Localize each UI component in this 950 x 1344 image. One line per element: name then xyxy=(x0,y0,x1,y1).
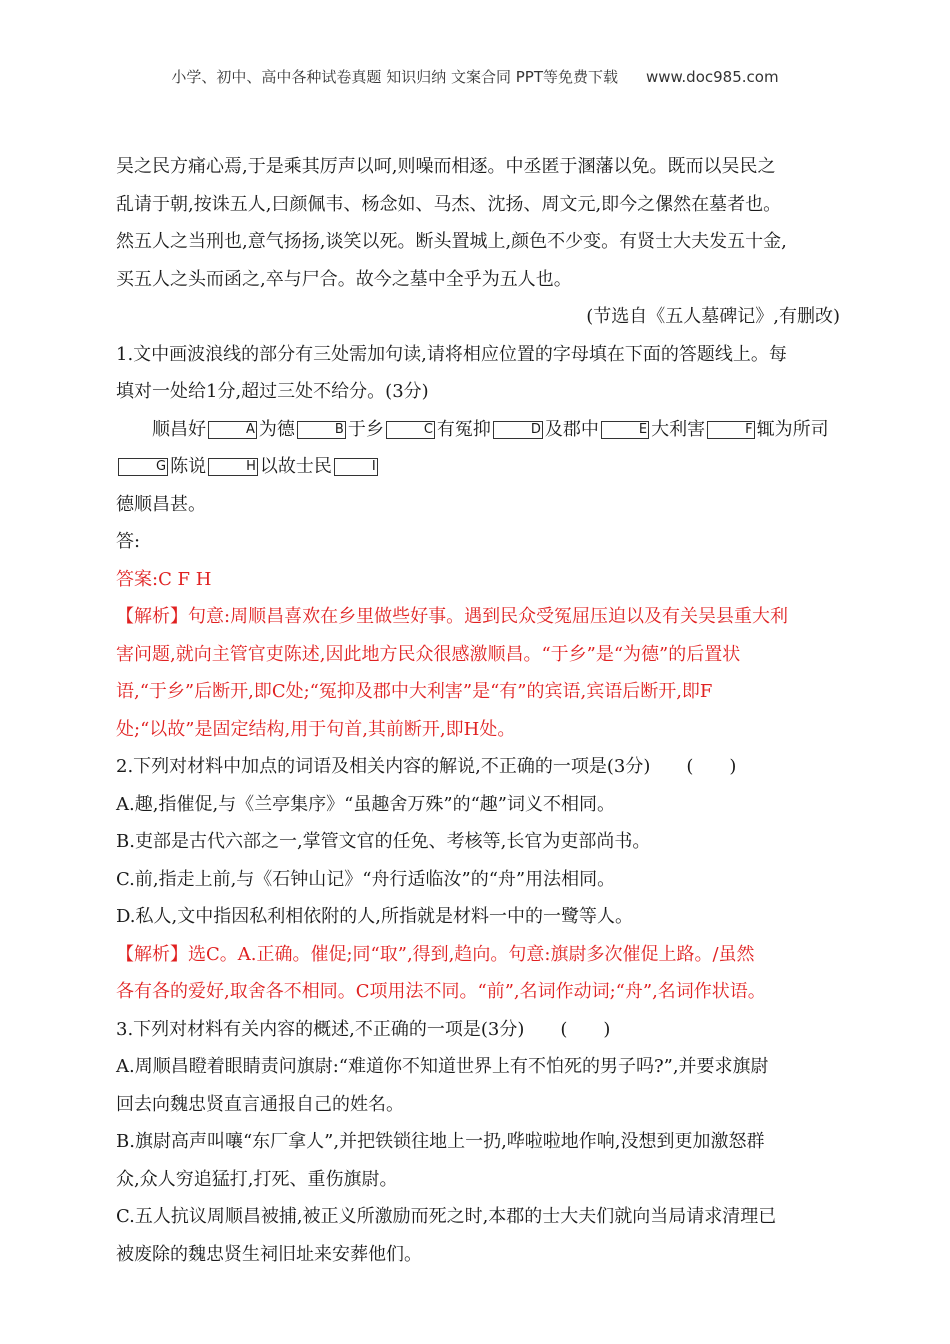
option-a: A.周顺昌瞪着眼睛责问旗尉:“难道你不知道世界上有不怕死的男子吗?”,并要求旗尉 xyxy=(116,1056,769,1077)
punctuation-sentence xyxy=(116,411,840,486)
analysis-text: 句意:周顺昌喜欢在乡里做些好事。遇到民众受冤屈压迫以及有关吴县重大利 xyxy=(188,606,789,627)
passage-line: 然五人之当刑也,意气扬扬,谈笑以死。断头置城上,颜色不少变。有贤士大夫发五十金, xyxy=(116,231,787,252)
analysis-tag: 【解析】 xyxy=(116,606,188,627)
option-c: C.五人抗议周顺昌被捕,被正义所激励而死之时,本郡的士大夫们就向当局请求清理已 xyxy=(116,1206,777,1227)
page-header xyxy=(0,66,950,87)
question-2-stem: 2.下列对材料中加点的词语及相关内容的解说,不正确的一项是(3分) ( ) xyxy=(116,756,737,777)
analysis-line xyxy=(116,598,840,636)
mark-box: I xyxy=(334,458,378,476)
segment-text: 辄为所司 xyxy=(756,418,829,440)
header-url[interactable]: www.doc985.com xyxy=(645,68,779,86)
mark-box: D xyxy=(493,421,543,439)
mark-box: A xyxy=(208,421,257,439)
segment-text: 有冤抑 xyxy=(436,418,491,440)
mark-box: B xyxy=(297,421,346,439)
option-a-cont: 回去向魏忠贤直言通报自己的姓名。 xyxy=(116,1093,404,1115)
source-citation: (节选自《五人墓碑记》,有删改) xyxy=(586,306,840,327)
analysis-line: 处;“以故”是固定结构,用于句首,其前断开,即H处。 xyxy=(116,718,516,740)
answer-label: 答: xyxy=(116,531,141,552)
mark-box: H xyxy=(208,458,258,476)
segment-text: 于乡 xyxy=(347,418,384,440)
option-d: D.私人,文中指因私利相依附的人,所指就是材料一中的一鹭等人。 xyxy=(116,906,633,927)
option-c-cont: 被废除的魏忠贤生祠旧址来安葬他们。 xyxy=(116,1243,422,1265)
passage-line: 吴之民方痛心焉,于是乘其厉声以呵,则噪而相逐。中丞匿于溷藩以免。既而以吴民之 xyxy=(116,156,776,177)
answer-text: 答案:C F H xyxy=(116,568,212,590)
mark-box: F xyxy=(707,421,754,439)
mark-box: C xyxy=(386,421,435,439)
option-c: C.前,指走上前,与《石钟山记》“舟行适临汝”的“舟”用法相同。 xyxy=(116,868,616,890)
analysis-line: 害问题,就向主管官吏陈述,因此地方民众很感激顺昌。“于乡”是“为德”的后置状 xyxy=(116,643,741,665)
segment-text: 及郡中 xyxy=(544,418,599,440)
option-a: A.趣,指催促,与《兰亭集序》“虽趣舍万殊”的“趣”词义不相同。 xyxy=(116,793,615,815)
segment-text: 顺昌好 xyxy=(152,418,206,440)
document-body xyxy=(116,148,840,1273)
punctuation-tail: 德顺昌甚。 xyxy=(116,493,206,515)
mark-box: E xyxy=(601,421,649,439)
question-1-line: 填对一处给1分,超过三处不给分。(3分) xyxy=(116,381,429,402)
segment-text: 陈说 xyxy=(170,456,207,477)
segment-text: 大利害 xyxy=(651,418,706,440)
analysis-tag: 【解析】 xyxy=(116,943,188,965)
mark-box: G xyxy=(118,458,168,476)
analysis-text: 选C。A.正确。催促;同“取”,得到,趋向。句意:旗尉多次催促上路。/虽然 xyxy=(188,943,755,965)
passage-line: 买五人之头而函之,卒与尸合。故今之墓中全乎为五人也。 xyxy=(116,268,572,290)
analysis-line: 语,“于乡”后断开,即C处;“冤抑及郡中大利害”是“有”的宾语,宾语后断开,即F xyxy=(116,681,713,702)
option-b: B.吏部是古代六部之一,掌管文官的任免、考核等,长官为吏部尚书。 xyxy=(116,831,651,852)
passage-line: 乱请于朝,按诛五人,曰颜佩韦、杨念如、马杰、沈扬、周文元,即今之傫然在墓者也。 xyxy=(116,193,782,215)
question-1-line: 1.文中画波浪线的部分有三处需加句读,请将相应位置的字母填在下面的答题线上。每 xyxy=(116,343,787,365)
analysis-line xyxy=(116,936,840,974)
option-b-cont: 众,众人穷追猛打,打死、重伤旗尉。 xyxy=(116,1168,398,1190)
segment-text: 为德 xyxy=(258,418,295,440)
option-b: B.旗尉高声叫嚷“东厂拿人”,并把铁锁往地上一扔,哗啦啦地作响,没想到更加激怒群 xyxy=(116,1131,765,1152)
header-text: 小学、初中、高中各种试卷真题 知识归纳 文案合同 PPT等免费下载 xyxy=(171,68,618,86)
segment-text: 以故士民 xyxy=(259,456,332,477)
question-3-stem: 3.下列对材料有关内容的概述,不正确的一项是(3分) ( ) xyxy=(116,1018,611,1040)
analysis-line: 各有各的爱好,取舍各不相同。C项用法不同。“前”,名词作动词;“舟”,名词作状语。 xyxy=(116,981,766,1002)
